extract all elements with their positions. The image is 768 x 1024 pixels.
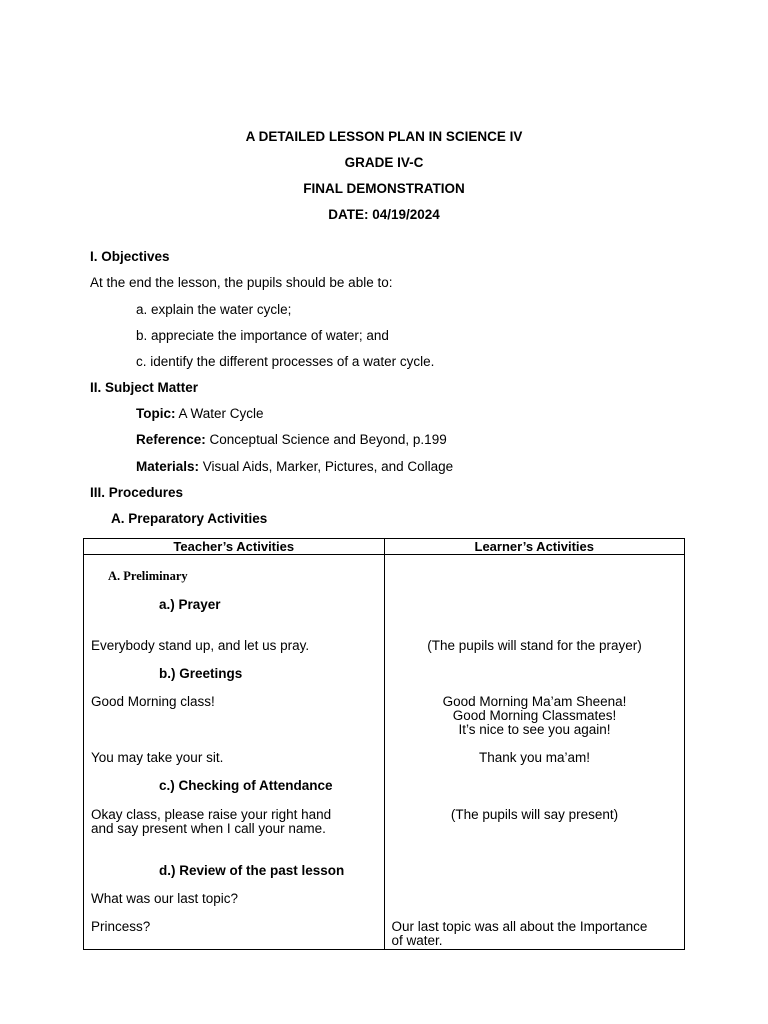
objective-item: a. explain the water cycle;: [136, 302, 292, 317]
reference-value: Conceptual Science and Beyond, p.199: [205, 432, 447, 447]
princess-learner-line-2: of water.: [391, 933, 443, 948]
teacher-cell: [84, 555, 385, 950]
learner-column-header: Learner’s Activities: [384, 539, 685, 555]
objectives-heading: I. Objectives: [90, 249, 170, 264]
title-block: [0, 124, 768, 228]
materials-line: [136, 459, 453, 475]
greet-teacher-text: Good Morning class!: [91, 694, 215, 709]
table-header-row: [84, 539, 685, 555]
reference-label: Reference:: [136, 432, 206, 447]
prayer-heading: a.) Prayer: [159, 597, 221, 612]
learner-cell: [384, 555, 685, 950]
demo-line: FINAL DEMONSTRATION: [303, 181, 465, 196]
review-teacher-text: What was our last topic?: [91, 891, 239, 906]
sit-teacher-text: You may take your sit.: [91, 750, 224, 765]
preparatory-heading: A. Preparatory Activities: [111, 511, 268, 526]
table-row: [84, 555, 685, 950]
princess-learner-line-1: Our last topic was all about the Importance: [391, 919, 648, 934]
sit-learner-text: Thank you ma’am!: [478, 750, 591, 765]
preliminary-heading: A. Preliminary: [108, 569, 188, 583]
subject-matter-heading: II. Subject Matter: [90, 380, 199, 395]
greet-learner-line-1: Good Morning Ma’am Sheena!: [442, 694, 627, 709]
princess-teacher-text: Princess?: [91, 919, 151, 934]
materials-label: Materials:: [136, 459, 200, 474]
grade-line: GRADE IV-C: [344, 155, 424, 170]
activities-table: [83, 538, 685, 950]
greetings-heading: b.) Greetings: [159, 666, 243, 681]
attendance-learner-text: (The pupils will say present): [450, 807, 619, 822]
prayer-learner-text: (The pupils will stand for the prayer): [427, 638, 642, 653]
objective-item: b. appreciate the importance of water; and: [136, 328, 389, 343]
review-heading: d.) Review of the past lesson: [159, 863, 345, 878]
teacher-column-header: Teacher’s Activities: [84, 539, 385, 555]
prayer-teacher-text: Everybody stand up, and let us pray.: [91, 638, 310, 653]
materials-value: Visual Aids, Marker, Pictures, and Collage: [199, 459, 454, 474]
greet-learner-line-2: Good Morning Classmates!: [452, 708, 617, 723]
topic-value: A Water Cycle: [175, 406, 264, 421]
attendance-teacher-line-1: Okay class, please raise your right hand: [91, 807, 332, 822]
topic-line: [136, 406, 264, 422]
topic-label: Topic:: [136, 406, 176, 421]
attendance-heading: c.) Checking of Attendance: [159, 778, 333, 793]
date-line: DATE: 04/19/2024: [328, 207, 440, 222]
greet-learner-line-3: It’s nice to see you again!: [458, 722, 611, 737]
objectives-intro: At the end the lesson, the pupils should be able to:: [90, 275, 393, 290]
procedures-heading: III. Procedures: [90, 485, 184, 500]
document-title: A DETAILED LESSON PLAN IN SCIENCE IV: [245, 129, 523, 144]
objective-item: c. identify the different processes of a water cycle.: [136, 354, 435, 369]
reference-line: [136, 432, 447, 448]
attendance-teacher-line-2: and say present when I call your name.: [91, 821, 326, 836]
